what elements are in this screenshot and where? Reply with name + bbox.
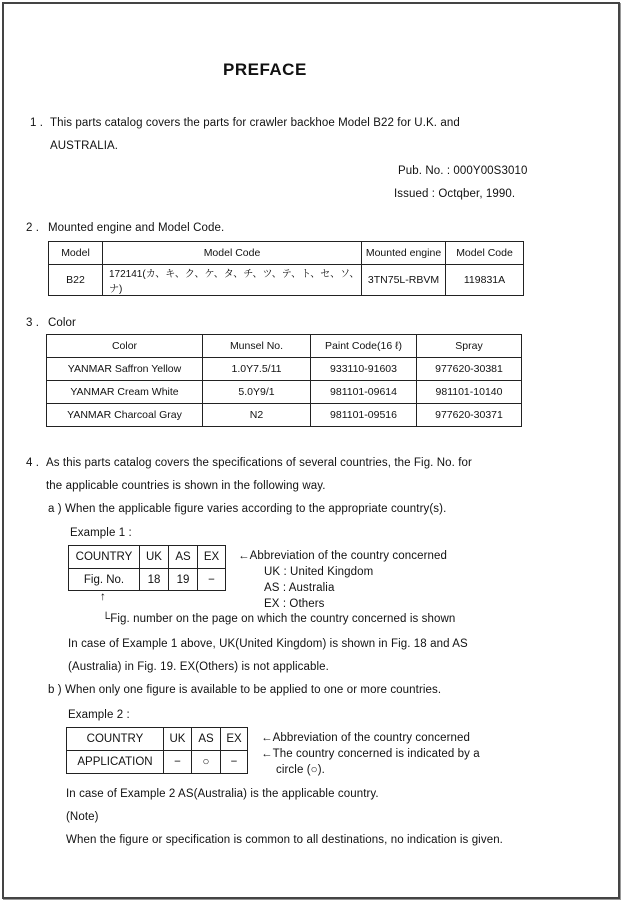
- cell: 1.0Y7.5/11: [203, 358, 311, 381]
- engine-table-row: [49, 265, 524, 296]
- cell: APPLICATION: [67, 751, 164, 774]
- header-cell: Color: [47, 335, 203, 358]
- example-1-table: [68, 545, 226, 591]
- example-1-fig-note: └Fig. number on the page on which the country concerned is shown: [102, 613, 456, 625]
- item-b-text: b ) When only one figure is available to be applied to one or more countries.: [48, 684, 442, 696]
- header-cell: Model: [49, 242, 103, 265]
- example-1-as: AS : Australia: [264, 582, 335, 594]
- header-cell: AS: [192, 728, 221, 751]
- header-cell: COUNTRY: [67, 728, 164, 751]
- example-2-label: Example 2 :: [68, 709, 130, 721]
- header-cell: Spray: [417, 335, 522, 358]
- engine-table: [48, 241, 524, 296]
- header-cell: Model Code: [103, 242, 362, 265]
- item-a-text: a ) When the applicable figure varies according to the appropriate country(s).: [48, 503, 447, 515]
- section-4-number: 4 .: [26, 457, 40, 469]
- example-2-circle-note-cont: circle (○).: [276, 764, 325, 776]
- cell: YANMAR Saffron Yellow: [47, 358, 203, 381]
- section-1-line1: This parts catalog covers the parts for crawler backhoe Model B22 for U.K. and: [50, 117, 460, 129]
- cell: 18: [140, 569, 169, 591]
- example-2-case: In case of Example 2 AS(Australia) is the applicable country.: [66, 788, 379, 800]
- header-cell: Munsel No.: [203, 335, 311, 358]
- example-2-circle-note: ←The country concerned is indicated by a: [261, 748, 480, 760]
- example-1-uk: UK : United Kingdom: [264, 566, 374, 578]
- note-label: (Note): [66, 811, 99, 823]
- section-2-heading: Mounted engine and Model Code.: [48, 222, 225, 234]
- example-1-label: Example 1 :: [70, 527, 132, 539]
- example-2-abbrev-note: ←Abbreviation of the country concerned: [261, 732, 471, 744]
- cell: N2: [203, 404, 311, 427]
- cell: 977620-30381: [417, 358, 522, 381]
- example-2-header: [67, 728, 248, 751]
- section-4-line1: As this parts catalog covers the specifications of several countries, the Fig. No. for: [46, 457, 472, 469]
- section-4-line2: the applicable countries is shown in the following way.: [46, 480, 326, 492]
- example-2-row: [67, 751, 248, 774]
- section-2-number: 2 .: [26, 222, 40, 234]
- engine-table-header: [49, 242, 524, 265]
- color-table-row: [47, 358, 522, 381]
- example-1-row: [69, 569, 226, 591]
- color-table-row: [47, 381, 522, 404]
- cell: 981101-09614: [311, 381, 417, 404]
- color-table-header: [47, 335, 522, 358]
- example-1-header: [69, 546, 226, 569]
- header-cell: Paint Code(16 ℓ): [311, 335, 417, 358]
- cell: −: [198, 569, 226, 591]
- note-text: When the figure or specification is common to all destinations, no indication is given.: [66, 834, 503, 846]
- header-cell: Mounted engine: [362, 242, 446, 265]
- cell: 981101-10140: [417, 381, 522, 404]
- cell: 5.0Y9/1: [203, 381, 311, 404]
- example-1-case-line2: (Australia) in Fig. 19. EX(Others) is not applicable.: [68, 661, 329, 673]
- cell: YANMAR Charcoal Gray: [47, 404, 203, 427]
- cell: 119831A: [446, 265, 524, 296]
- cell: −: [164, 751, 192, 774]
- cell: 172141(カ、キ、ク、ケ、タ、チ、ツ、テ、ト、セ、ソ、ナ): [103, 265, 362, 296]
- example-1-ex: EX : Others: [264, 598, 325, 610]
- color-table-row: [47, 404, 522, 427]
- cell: −: [221, 751, 248, 774]
- header-cell: EX: [198, 546, 226, 569]
- example-1-abbrev-note: ←Abbreviation of the country concerned: [238, 550, 448, 562]
- cell: 3TN75L-RBVM: [362, 265, 446, 296]
- header-cell: AS: [169, 546, 198, 569]
- header-cell: Model Code: [446, 242, 524, 265]
- cell: 19: [169, 569, 198, 591]
- section-1-number: 1 .: [30, 117, 44, 129]
- cell: YANMAR Cream White: [47, 381, 203, 404]
- pub-number: Pub. No. : 000Y00S3010: [398, 165, 528, 177]
- section-1-line2: AUSTRALIA.: [50, 140, 119, 152]
- header-cell: COUNTRY: [69, 546, 140, 569]
- header-cell: UK: [140, 546, 169, 569]
- section-3-heading: Color: [48, 317, 76, 329]
- cell: ○: [192, 751, 221, 774]
- color-table: [46, 334, 522, 427]
- issued-date: Issued : Octqber, 1990.: [394, 188, 516, 200]
- arrow-up-icon: ↑: [100, 591, 106, 603]
- cell: 933110-91603: [311, 358, 417, 381]
- header-cell: UK: [164, 728, 192, 751]
- cell: 981101-09516: [311, 404, 417, 427]
- example-2-table: [66, 727, 248, 774]
- cell: B22: [49, 265, 103, 296]
- section-3-number: 3 .: [26, 317, 40, 329]
- cell: Fig. No.: [69, 569, 140, 591]
- header-cell: EX: [221, 728, 248, 751]
- cell: 977620-30371: [417, 404, 522, 427]
- page-title: PREFACE: [223, 60, 307, 79]
- example-1-case-line1: In case of Example 1 above, UK(United Kingdom) is shown in Fig. 18 and AS: [68, 638, 468, 650]
